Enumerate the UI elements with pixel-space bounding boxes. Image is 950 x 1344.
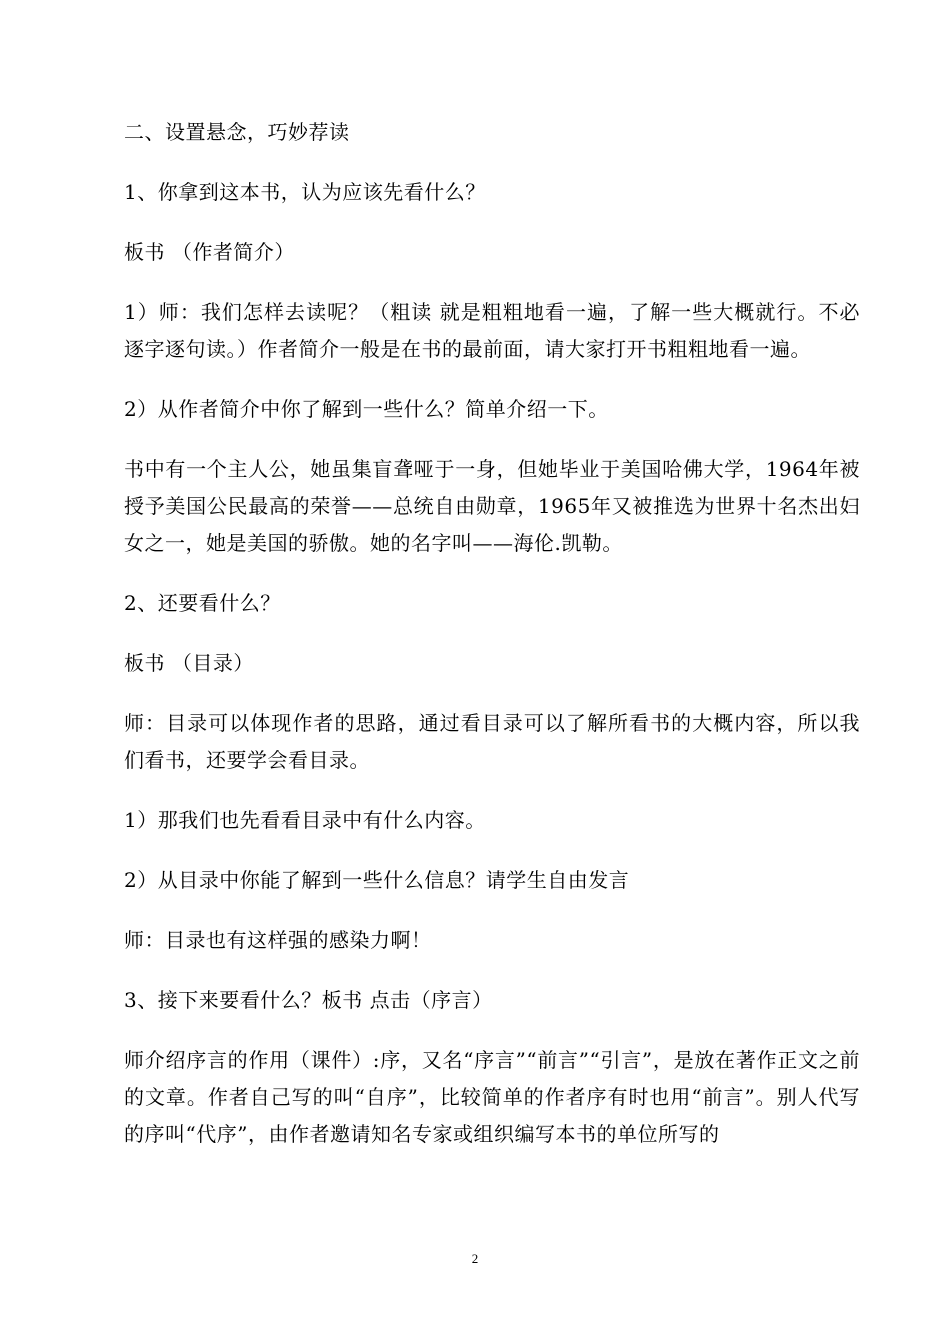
paragraph: 师：目录可以体现作者的思路，通过看目录可以了解所看书的大概内容，所以我们看书，还要学会看目录。 [124,711,860,772]
paragraph: 1）师：我们怎样去读呢？（粗读 就是粗粗地看一遍，了解一些大概就行。不必逐字逐句读。）作者简介一般是在书的最前面，请大家打开书粗粗地看一遍。 [124,300,860,361]
paragraph: 师介绍序言的作用（课件）:序，又名“序言”“前言”“引言”，是放在著作正文之前的文章。作者自己写的叫“自序”，比较简单的作者序有时也用“前言”。别人代写的序叫“代序”，由作者邀请知名专家或组织编写本书的单位所写的 [124,1048,860,1146]
paragraph: 书中有一个主人公，她虽集盲聋哑于一身，但她毕业于美国哈佛大学，1964年被授予美国公民最高的荣誉——总统自由勋章，1965年又被推选为世界十名杰出妇女之一，她是美国的骄傲。她的名字叫——海伦.凯勒。 [124,457,860,555]
paragraph: 师：目录也有这样强的感染力啊！ [124,928,432,952]
paragraph: 3、接下来要看什么？板书 点击（序言） [124,988,493,1012]
paragraph: 板书 （目录） [124,651,254,675]
paragraph: 2、还要看什么？ [124,591,281,615]
paragraph: 2）从作者简介中你了解到一些什么？简单介绍一下。 [124,397,609,421]
page-number: 2 [471,1251,479,1266]
paragraph: 板书 （作者简介） [124,240,295,264]
paragraph: 2）从目录中你能了解到一些什么信息？请学生自由发言 [124,868,630,892]
section-heading: 二、设置悬念，巧妙荐读 [124,120,350,144]
document-body [124,114,860,1176]
paragraph: 1、你拿到这本书，认为应该先看什么？ [124,180,486,204]
paragraph: 1）那我们也先看看目录中有什么内容。 [124,808,486,832]
